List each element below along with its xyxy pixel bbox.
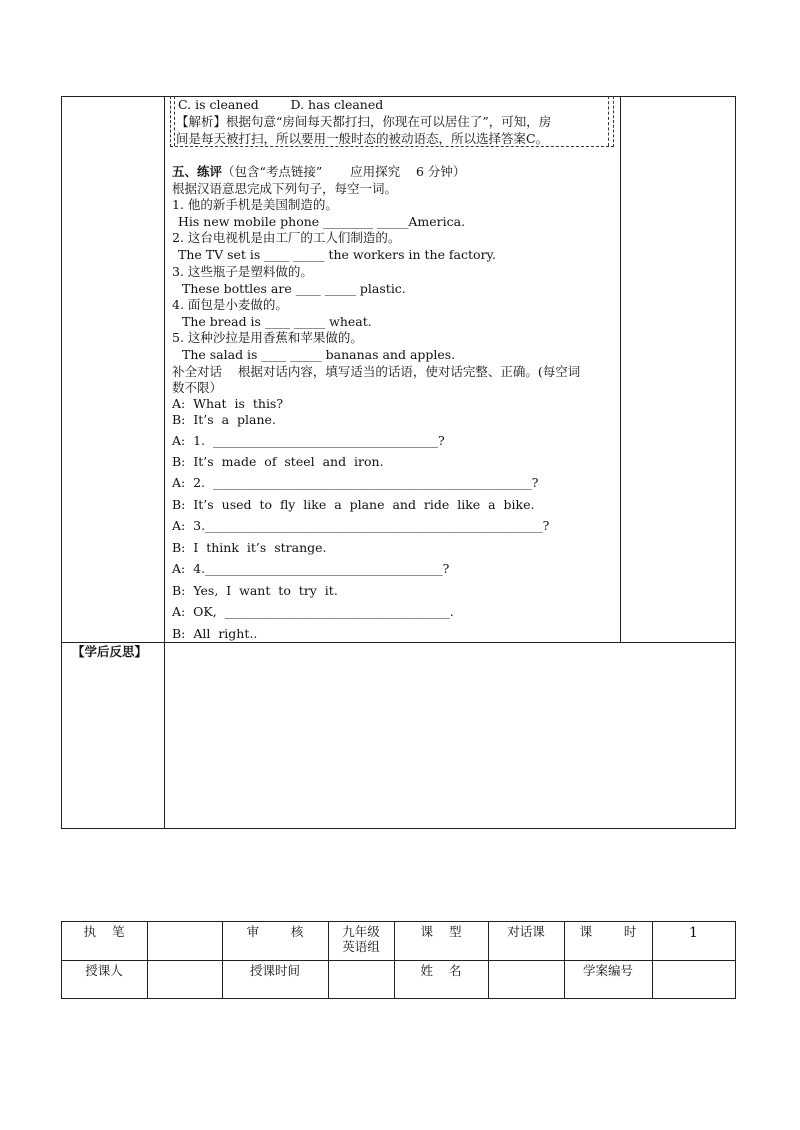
options-line: C. is cleaned D. has cleaned (178, 97, 384, 112)
item-3-en: These bottles are ____ _____ plastic. (182, 281, 406, 296)
footer-reviewer-label: 审 核 (246, 924, 304, 939)
dialogue-line: B: Yes, I want to try it. (172, 583, 338, 598)
main-table-right-border (735, 96, 736, 829)
item-2-cn: 2. 这台电视机是由工厂的工人们制造的。 (172, 230, 401, 245)
footer-teacher-label: 授课人 (85, 963, 123, 978)
item-2-en: The TV set is ____ _____ the workers in the factory. (178, 247, 496, 262)
main-table-col1-border (164, 96, 165, 829)
footer-reviewer-value (328, 924, 394, 954)
item-4-cn: 4. 面包是小麦做的。 (172, 297, 288, 312)
item-1-cn: 1. 他的新手机是美国制造的。 (172, 197, 338, 212)
analysis-dashed-inner-right (608, 96, 609, 146)
footer-reviewer-grade: 九年级 (342, 924, 380, 939)
dialogue-intro-1: 补全对话 根据对话内容，填写适当的话语，使对话完整、正确。(每空词 (172, 364, 581, 379)
dialogue-line: B: It’s a plane. (172, 412, 276, 427)
reflection-label: 【学后反思】 (72, 644, 148, 659)
dialogue-line: B: All right.. (172, 626, 258, 641)
footer-reviewer-group: 英语组 (342, 939, 380, 954)
item-3-cn: 3. 这些瓶子是塑料做的。 (172, 264, 313, 279)
main-table-mid-border (61, 642, 736, 643)
footer-period-label: 课 时 (579, 924, 637, 939)
footer-lesson-type-label: 课 型 (420, 924, 462, 939)
analysis-line-1: 【解析】根据句意“房间每天都打扫，你现在可以居住了”，可知，房 (176, 114, 552, 129)
footer-col-border (735, 921, 736, 999)
section-five-heading: 五、练评 (172, 164, 223, 179)
item-5-en: The salad is ____ _____ bananas and apples. (182, 347, 456, 362)
item-1-en: His new mobile phone ________ _____America. (178, 214, 466, 229)
dialogue-line: A: 3.______________________________________________________? (172, 518, 550, 533)
item-4-en: The bread is ____ _____ wheat. (182, 314, 372, 329)
dialogue-line: A: 2. ___________________________________________________? (172, 475, 539, 490)
footer-top-border (61, 921, 736, 922)
footer-mid-border (61, 960, 736, 961)
footer-col-border (147, 921, 148, 999)
footer-bottom-border (61, 998, 736, 999)
footer-time-label: 授课时间 (249, 963, 300, 978)
main-table-left-border (61, 96, 62, 829)
item-5-cn: 5. 这种沙拉是用香蕉和苹果做的。 (172, 330, 363, 345)
dialogue-line: A: OK, ____________________________________. (172, 604, 454, 619)
main-table-bottom-border (61, 828, 736, 829)
footer-period-value: 1 (689, 925, 698, 941)
dialogue-line: A: 4.______________________________________? (172, 561, 450, 576)
analysis-dashed-inner-left (174, 96, 175, 146)
analysis-line-2: 间是每天被打扫，所以要用一般时态的被动语态，所以选择答案C。 (176, 131, 549, 146)
footer-lesson-type-value: 对话课 (507, 924, 545, 939)
footer-writer-label: 执 笔 (83, 924, 125, 939)
dialogue-line: B: It’s used to fly like a plane and ride like a bike. (172, 497, 535, 512)
dialogue-line: A: What is this? (172, 396, 284, 411)
dialogue-line: A: 1. ____________________________________? (172, 433, 445, 448)
footer-plan-number-label: 学案编号 (582, 963, 633, 978)
section-five-note: （包含“考点链接” 应用探究 6 分钟） (222, 164, 466, 179)
main-table-col2-border (620, 96, 621, 643)
section-five-heading-row (172, 164, 465, 180)
dialogue-intro-2: 数不限） (172, 380, 223, 395)
dialogue-line: B: I think it’s strange. (172, 540, 327, 555)
section-five-instruction: 根据汉语意思完成下列句子，每空一词。 (172, 181, 398, 196)
footer-name-label: 姓 名 (420, 963, 462, 978)
dialogue-line: B: It’s made of steel and iron. (172, 454, 384, 469)
